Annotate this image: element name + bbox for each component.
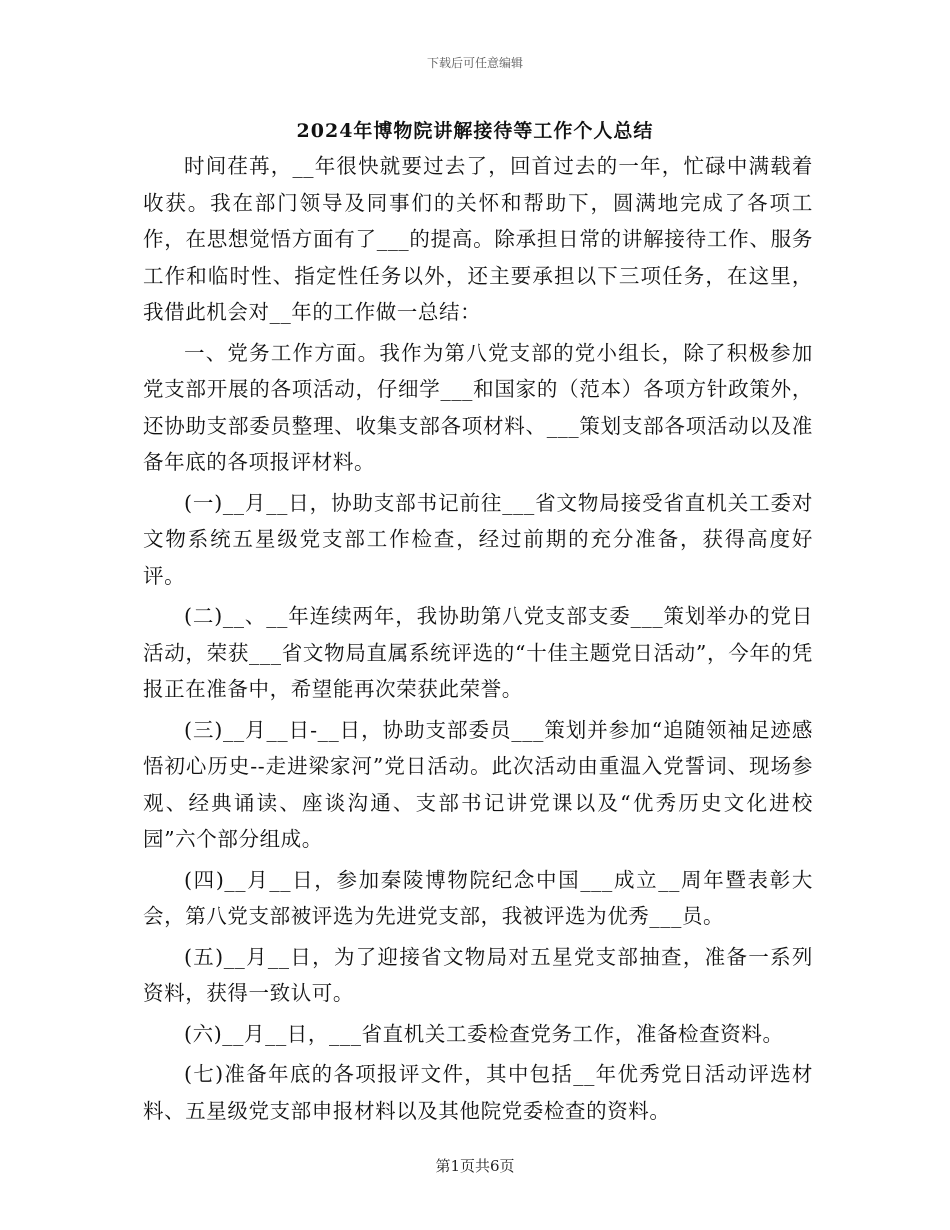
paragraph-item-7: (七)准备年底的各项报评文件，其中包括__年优秀党日活动评选材料、五星级党支部申报材料以及其他院党委检查的资料。 <box>143 1062 813 1123</box>
paragraph-item-2: (二)__、__年连续两年，我协助第八党支部支委___策划举办的党日活动，荣获___省文物局直属系统评选的“十佳主题党日活动”，今年的凭报正在准备中，希望能再次荣获此荣誉。 <box>143 604 813 701</box>
document-body <box>143 148 813 1129</box>
paragraph-item-1: (一)__月__日，协助支部书记前往___省文物局接受省直机关工委对文物系统五星级党支部工作检查，经过前期的充分准备，获得高度好评。 <box>143 490 813 588</box>
document-title: 2024年博物院讲解接待等工作个人总结 <box>296 120 654 142</box>
paragraph-item-3: (三)__月__日-__日，协助支部委员___策划并参加“追随领袖足迹感悟初心历史--走进梁家河”党日活动。此次活动由重温入党誓词、现场参观、经典诵读、座谈沟通、支部书记讲党课以及“优秀历史文化进校园”六个部分组成。 <box>143 717 813 851</box>
page-footer: 第1页共6页 <box>435 1157 515 1175</box>
paragraph-item-4: (四)__月__日，参加秦陵博物院纪念中国___成立__周年暨表彰大会，第八党支部被评选为先进党支部，我被评选为优秀___员。 <box>143 867 813 928</box>
header-note: 下载后可任意编辑 <box>426 56 523 70</box>
paragraph-intro: 时间荏苒，__年很快就要过去了，回首过去的一年，忙碌中满载着收获。我在部门领导及同事们的关怀和帮助下，圆满地完成了各项工作，在思想觉悟方面有了___的提高。除承担日常的讲解接待工作、服务工作和临时性、指定性任务以外，还主要承担以下三项任务，在这里，我借此机会对__年的工作做一总结： <box>143 154 813 324</box>
paragraph-item-6: (六)__月__日，___省直机关工委检查党务工作，准备检查资料。 <box>184 1021 784 1046</box>
paragraph-item-5: (五)__月__日，为了迎接省文物局对五星党支部抽查，准备一系列资料，获得一致认可。 <box>143 944 813 1005</box>
paragraph-party-work: 一、党务工作方面。我作为第八党支部的党小组长，除了积极参加党支部开展的各项活动，仔细学___和国家的（范本）各项方针政策外，还协助支部委员整理、收集支部各项材料、___策划支部各项活动以及准备年底的各项报评材料。 <box>143 340 813 474</box>
